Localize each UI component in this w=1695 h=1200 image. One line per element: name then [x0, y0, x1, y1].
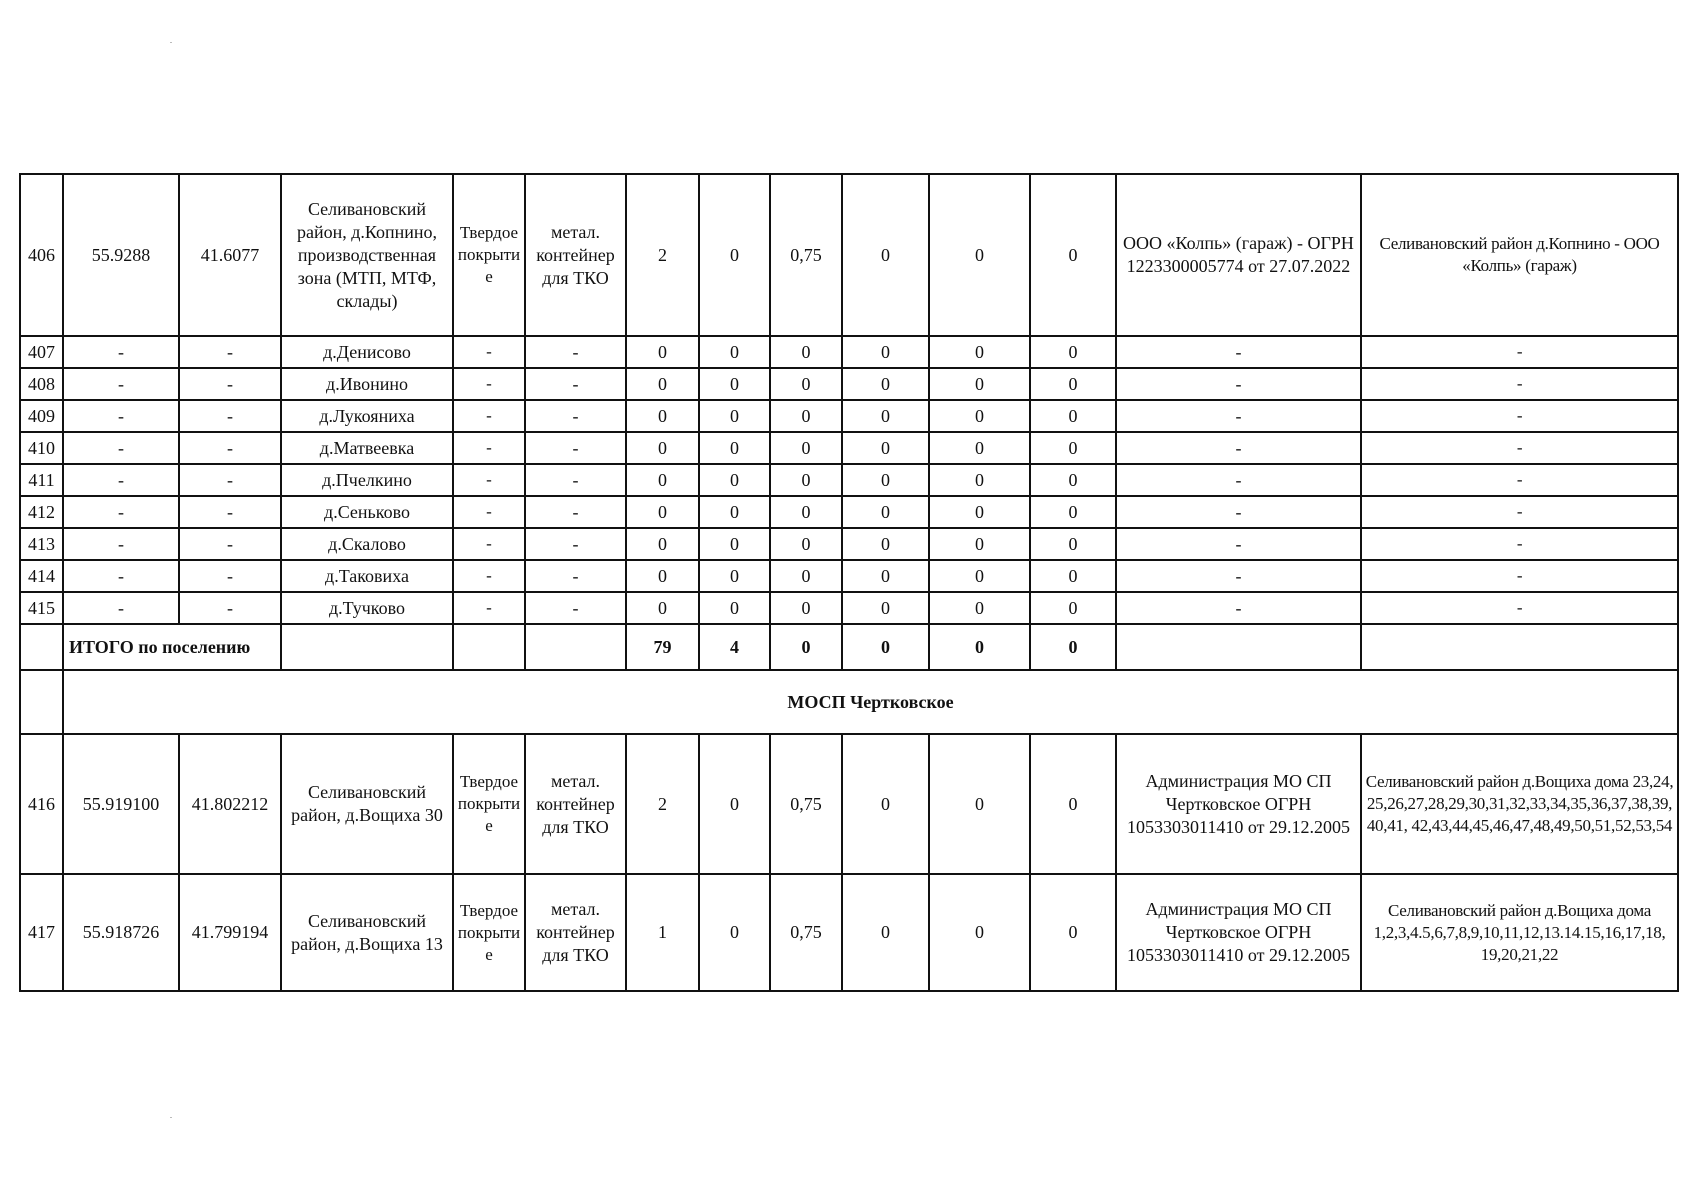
value-col-2-cell: 0: [699, 368, 770, 400]
value-col-6-cell: 0: [1030, 592, 1116, 624]
value-col-3-cell: 0,75: [770, 734, 842, 874]
address-cell: д.Скалово: [281, 528, 453, 560]
value-col-6-cell: 0: [1030, 496, 1116, 528]
waste-sources-cell: Селивановский район д.Копнино - ООО «Колпь» (гараж): [1361, 174, 1678, 336]
value-col-1-cell: 2: [626, 174, 699, 336]
longitude-cell: -: [179, 496, 281, 528]
value-col-5-cell: 0: [929, 336, 1030, 368]
longitude-cell: -: [179, 368, 281, 400]
total-empty-cell: [1361, 624, 1678, 670]
value-col-4-cell: 0: [842, 464, 929, 496]
latitude-cell: -: [63, 528, 179, 560]
row-number-cell: 410: [20, 432, 63, 464]
value-col-1-cell: 0: [626, 528, 699, 560]
value-col-5-cell: 0: [929, 592, 1030, 624]
value-col-4-cell: 0: [842, 496, 929, 528]
owner-cell: Администрация МО СП Чертковское ОГРН 1053303011410 от 29.12.2005: [1116, 734, 1361, 874]
owner-cell: ООО «Колпь» (гараж) - ОГРН 1223300005774 от 27.07.2022: [1116, 174, 1361, 336]
value-col-2-cell: 0: [699, 464, 770, 496]
value-col-4-cell: 0: [842, 432, 929, 464]
value-col-6-cell: 0: [1030, 432, 1116, 464]
value-col-2-cell: 0: [699, 560, 770, 592]
value-col-6-cell: 0: [1030, 336, 1116, 368]
owner-cell: -: [1116, 368, 1361, 400]
owner-cell: -: [1116, 496, 1361, 528]
row-number-cell: 408: [20, 368, 63, 400]
total-empty-cell: [453, 624, 525, 670]
owner-cell: -: [1116, 560, 1361, 592]
address-cell: д.Сеньково: [281, 496, 453, 528]
value-col-5-cell: 0: [929, 432, 1030, 464]
waste-sources-cell: -: [1361, 400, 1678, 432]
value-col-3-cell: 0: [770, 432, 842, 464]
waste-sources-cell: -: [1361, 592, 1678, 624]
container-type-cell: метал. контейнер для ТКО: [525, 874, 626, 991]
row-number-cell: 407: [20, 336, 63, 368]
row-number-cell: 409: [20, 400, 63, 432]
latitude-cell: -: [63, 336, 179, 368]
value-col-5-cell: 0: [929, 734, 1030, 874]
total-label: ИТОГО по поселению: [63, 624, 281, 670]
value-col-6-cell: 0: [1030, 368, 1116, 400]
value-col-5-cell: 0: [929, 496, 1030, 528]
longitude-cell: -: [179, 336, 281, 368]
surface-type-cell: -: [453, 560, 525, 592]
container-type-cell: -: [525, 528, 626, 560]
address-cell: д.Тучково: [281, 592, 453, 624]
surface-type-cell: -: [453, 592, 525, 624]
total-value: 0: [842, 624, 929, 670]
row-number-cell: 415: [20, 592, 63, 624]
value-col-1-cell: 0: [626, 592, 699, 624]
waste-site-registry-table: [19, 173, 1679, 992]
value-col-1-cell: 0: [626, 432, 699, 464]
value-col-1-cell: 0: [626, 336, 699, 368]
row-number-cell: 413: [20, 528, 63, 560]
value-col-6-cell: 0: [1030, 734, 1116, 874]
longitude-cell: -: [179, 592, 281, 624]
total-value: 4: [699, 624, 770, 670]
latitude-cell: -: [63, 464, 179, 496]
address-cell: д.Таковиха: [281, 560, 453, 592]
latitude-cell: -: [63, 496, 179, 528]
value-col-2-cell: 0: [699, 400, 770, 432]
table-row: [20, 432, 1678, 464]
value-col-5-cell: 0: [929, 400, 1030, 432]
row-number-cell: 412: [20, 496, 63, 528]
waste-sources-cell: -: [1361, 432, 1678, 464]
total-num-cell: [20, 624, 63, 670]
value-col-6-cell: 0: [1030, 174, 1116, 336]
address-cell: Селивановский район, д.Копнино, производственная зона (МТП, МТФ, склады): [281, 174, 453, 336]
surface-type-cell: -: [453, 400, 525, 432]
owner-cell: Администрация МО СП Чертковское ОГРН 1053303011410 от 29.12.2005: [1116, 874, 1361, 991]
surface-type-cell: -: [453, 528, 525, 560]
value-col-2-cell: 0: [699, 432, 770, 464]
address-cell: д.Лукояниха: [281, 400, 453, 432]
scan-speck: [170, 42, 172, 43]
container-type-cell: -: [525, 368, 626, 400]
section-title: МОСП Чертковское: [63, 670, 1678, 734]
value-col-2-cell: 0: [699, 734, 770, 874]
waste-sources-cell: -: [1361, 336, 1678, 368]
value-col-1-cell: 0: [626, 400, 699, 432]
table-row: [20, 734, 1678, 874]
value-col-5-cell: 0: [929, 874, 1030, 991]
row-number-cell: 416: [20, 734, 63, 874]
latitude-cell: 55.918726: [63, 874, 179, 991]
surface-type-cell: -: [453, 496, 525, 528]
value-col-6-cell: 0: [1030, 874, 1116, 991]
container-type-cell: -: [525, 592, 626, 624]
owner-cell: -: [1116, 400, 1361, 432]
total-empty-cell: [525, 624, 626, 670]
waste-sources-cell: -: [1361, 368, 1678, 400]
section-header-row: [20, 670, 1678, 734]
value-col-5-cell: 0: [929, 528, 1030, 560]
table-row: [20, 368, 1678, 400]
value-col-6-cell: 0: [1030, 400, 1116, 432]
row-number-cell: 417: [20, 874, 63, 991]
container-type-cell: -: [525, 496, 626, 528]
surface-type-cell: Твердое покрытие: [453, 174, 525, 336]
surface-type-cell: -: [453, 432, 525, 464]
table-row: [20, 336, 1678, 368]
value-col-3-cell: 0: [770, 400, 842, 432]
value-col-5-cell: 0: [929, 464, 1030, 496]
table-row: [20, 464, 1678, 496]
latitude-cell: -: [63, 592, 179, 624]
value-col-3-cell: 0,75: [770, 874, 842, 991]
surface-type-cell: Твердое покрытие: [453, 734, 525, 874]
owner-cell: -: [1116, 336, 1361, 368]
total-value: 0: [1030, 624, 1116, 670]
total-value: 0: [929, 624, 1030, 670]
table-row: [20, 400, 1678, 432]
value-col-3-cell: 0: [770, 592, 842, 624]
total-empty-cell: [281, 624, 453, 670]
container-type-cell: -: [525, 432, 626, 464]
longitude-cell: -: [179, 560, 281, 592]
address-cell: д.Ивонино: [281, 368, 453, 400]
address-cell: д.Пчелкино: [281, 464, 453, 496]
value-col-3-cell: 0: [770, 560, 842, 592]
waste-sources-cell: -: [1361, 528, 1678, 560]
latitude-cell: -: [63, 432, 179, 464]
waste-sources-cell: -: [1361, 464, 1678, 496]
value-col-5-cell: 0: [929, 174, 1030, 336]
value-col-4-cell: 0: [842, 560, 929, 592]
container-type-cell: -: [525, 464, 626, 496]
waste-sources-cell: -: [1361, 560, 1678, 592]
surface-type-cell: -: [453, 336, 525, 368]
owner-cell: -: [1116, 432, 1361, 464]
value-col-4-cell: 0: [842, 528, 929, 560]
value-col-3-cell: 0: [770, 496, 842, 528]
value-col-2-cell: 0: [699, 874, 770, 991]
latitude-cell: -: [63, 400, 179, 432]
value-col-1-cell: 0: [626, 464, 699, 496]
waste-sources-cell: Селивановский район д.Вощиха дома 23,24, 25,26,27,28,29,30,31,32,33,34,35,36,37,38,39, 40,41, 42,43,44,45,46,47,48,49,50,51,52,53,54: [1361, 734, 1678, 874]
section-num-cell: [20, 670, 63, 734]
longitude-cell: 41.6077: [179, 174, 281, 336]
address-cell: д.Матвеевка: [281, 432, 453, 464]
latitude-cell: 55.919100: [63, 734, 179, 874]
table-row: [20, 528, 1678, 560]
container-type-cell: -: [525, 400, 626, 432]
waste-sources-cell: -: [1361, 496, 1678, 528]
table-row: [20, 496, 1678, 528]
container-type-cell: метал. контейнер для ТКО: [525, 734, 626, 874]
table-row: [20, 874, 1678, 991]
value-col-4-cell: 0: [842, 874, 929, 991]
value-col-4-cell: 0: [842, 368, 929, 400]
owner-cell: -: [1116, 464, 1361, 496]
surface-type-cell: -: [453, 368, 525, 400]
address-cell: д.Денисово: [281, 336, 453, 368]
latitude-cell: 55.9288: [63, 174, 179, 336]
total-empty-cell: [1116, 624, 1361, 670]
value-col-3-cell: 0,75: [770, 174, 842, 336]
latitude-cell: -: [63, 560, 179, 592]
value-col-2-cell: 0: [699, 174, 770, 336]
longitude-cell: -: [179, 528, 281, 560]
container-type-cell: метал. контейнер для ТКО: [525, 174, 626, 336]
total-row: [20, 624, 1678, 670]
value-col-4-cell: 0: [842, 400, 929, 432]
total-value: 0: [770, 624, 842, 670]
latitude-cell: -: [63, 368, 179, 400]
value-col-6-cell: 0: [1030, 528, 1116, 560]
longitude-cell: 41.799194: [179, 874, 281, 991]
value-col-3-cell: 0: [770, 336, 842, 368]
scan-speck: [170, 1117, 172, 1118]
address-cell: Селивановский район, д.Вощиха 30: [281, 734, 453, 874]
table-row: [20, 592, 1678, 624]
value-col-5-cell: 0: [929, 560, 1030, 592]
waste-sources-cell: Селивановский район д.Вощиха дома 1,2,3,4.5,6,7,8,9,10,11,12,13.14.15,16,17,18, 19,20,21,22: [1361, 874, 1678, 991]
longitude-cell: -: [179, 432, 281, 464]
value-col-4-cell: 0: [842, 592, 929, 624]
owner-cell: -: [1116, 592, 1361, 624]
value-col-1-cell: 0: [626, 496, 699, 528]
value-col-4-cell: 0: [842, 336, 929, 368]
row-number-cell: 406: [20, 174, 63, 336]
value-col-1-cell: 2: [626, 734, 699, 874]
value-col-1-cell: 0: [626, 560, 699, 592]
table-row: [20, 560, 1678, 592]
value-col-3-cell: 0: [770, 528, 842, 560]
value-col-6-cell: 0: [1030, 560, 1116, 592]
value-col-2-cell: 0: [699, 336, 770, 368]
value-col-4-cell: 0: [842, 174, 929, 336]
address-cell: Селивановский район, д.Вощиха 13: [281, 874, 453, 991]
value-col-4-cell: 0: [842, 734, 929, 874]
longitude-cell: -: [179, 400, 281, 432]
surface-type-cell: Твердое покрытие: [453, 874, 525, 991]
value-col-5-cell: 0: [929, 368, 1030, 400]
value-col-3-cell: 0: [770, 368, 842, 400]
total-value: 79: [626, 624, 699, 670]
row-number-cell: 414: [20, 560, 63, 592]
container-type-cell: -: [525, 560, 626, 592]
container-type-cell: -: [525, 336, 626, 368]
row-number-cell: 411: [20, 464, 63, 496]
value-col-1-cell: 0: [626, 368, 699, 400]
value-col-1-cell: 1: [626, 874, 699, 991]
longitude-cell: -: [179, 464, 281, 496]
surface-type-cell: -: [453, 464, 525, 496]
longitude-cell: 41.802212: [179, 734, 281, 874]
value-col-6-cell: 0: [1030, 464, 1116, 496]
table-row: [20, 174, 1678, 336]
value-col-2-cell: 0: [699, 592, 770, 624]
value-col-2-cell: 0: [699, 528, 770, 560]
owner-cell: -: [1116, 528, 1361, 560]
value-col-3-cell: 0: [770, 464, 842, 496]
value-col-2-cell: 0: [699, 496, 770, 528]
